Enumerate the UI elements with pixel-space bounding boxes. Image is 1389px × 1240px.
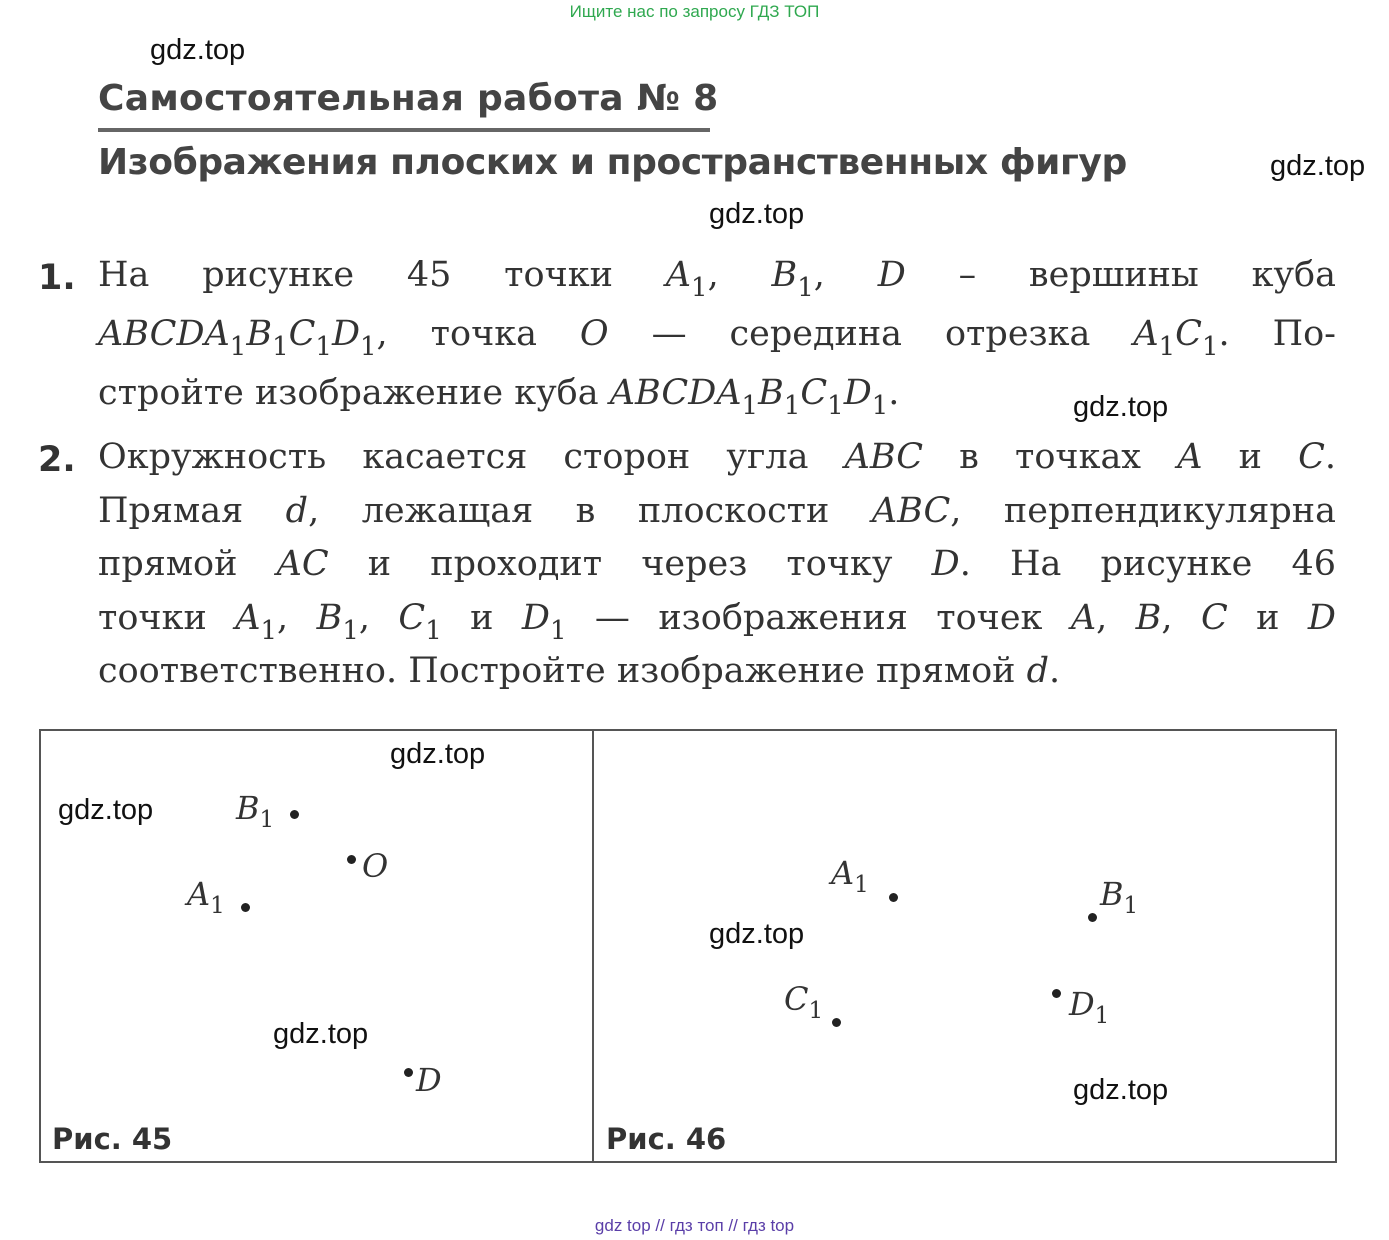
problem-2-line-2: Прямая d, лежащая в плоскости ABC, перпендикулярна	[98, 491, 1336, 531]
watermark: gdz.top	[709, 918, 805, 950]
fig46-label-c1: $C_1$	[784, 980, 824, 1024]
footer-links[interactable]: gdz top // гдз топ // гдз top	[594, 1216, 795, 1235]
watermark: gdz.top	[390, 738, 486, 770]
watermark: gdz.top	[709, 198, 805, 230]
title-underline	[98, 128, 710, 132]
fig45-point-a1	[241, 903, 250, 912]
figures-divider	[592, 729, 594, 1163]
fig45-point-b1	[290, 810, 299, 819]
fig45-label-a1: $A_1$	[187, 875, 225, 919]
fig46-point-b1	[1088, 913, 1097, 922]
problem-1-line-3: стройте изображение куба $ABCDA_1B_1C_1D_1$.	[98, 373, 900, 421]
page-title: Самостоятельная работа № 8	[98, 78, 719, 119]
fig45-caption: Рис. 45	[52, 1122, 173, 1156]
fig45-label-b1: $B_1$	[236, 789, 275, 833]
problem-1-line-2: $ABCDA_1B_1C_1D_1$, точка O — середина отрезка $A_1C_1$. По-	[98, 314, 1337, 362]
watermark: gdz.top	[273, 1018, 369, 1050]
fig45-point-o	[347, 855, 356, 864]
page-subtitle: Изображения плоских и пространственных фигур	[98, 142, 1127, 183]
problem-2-line-1: Окружность касается сторон угла ABC в точках A и C.	[98, 437, 1336, 477]
fig45-point-d	[404, 1068, 413, 1077]
problem-2-line-3: прямой AC и проходит через точку D. На рисунке 46	[98, 544, 1336, 584]
watermark: gdz.top	[58, 794, 154, 826]
fig46-point-a1	[889, 893, 898, 902]
fig46-point-d1	[1052, 989, 1061, 998]
fig45-label-d: D	[416, 1061, 442, 1099]
fig46-caption: Рис. 46	[606, 1122, 727, 1156]
watermark: gdz.top	[1073, 391, 1169, 423]
fig46-label-d1: $D_1$	[1069, 985, 1110, 1029]
top-banner[interactable]: Ищите нас по запросу ГДЗ ТОП	[569, 2, 820, 21]
figures-frame	[39, 729, 1337, 1163]
watermark: gdz.top	[1270, 150, 1366, 182]
fig46-label-a1: $A_1$	[831, 854, 869, 898]
problem-1-line-1: На рисунке 45 точки $A_1$, $B_1$, D – вершины куба	[98, 255, 1336, 303]
fig45-label-o: O	[362, 847, 389, 885]
problem-2-line-5: соответственно. Постройте изображение прямой d.	[98, 651, 1061, 691]
fig46-point-c1	[832, 1018, 841, 1027]
watermark: gdz.top	[150, 34, 246, 66]
problem-2-line-4: точки $A_1$, $B_1$, $C_1$ и $D_1$ — изображения точек A, B, C и D	[98, 598, 1336, 646]
fig46-label-b1: $B_1$	[1100, 875, 1139, 919]
watermark: gdz.top	[1073, 1074, 1169, 1106]
problem-2-number: 2.	[38, 440, 76, 480]
problem-1-number: 1.	[38, 258, 76, 298]
